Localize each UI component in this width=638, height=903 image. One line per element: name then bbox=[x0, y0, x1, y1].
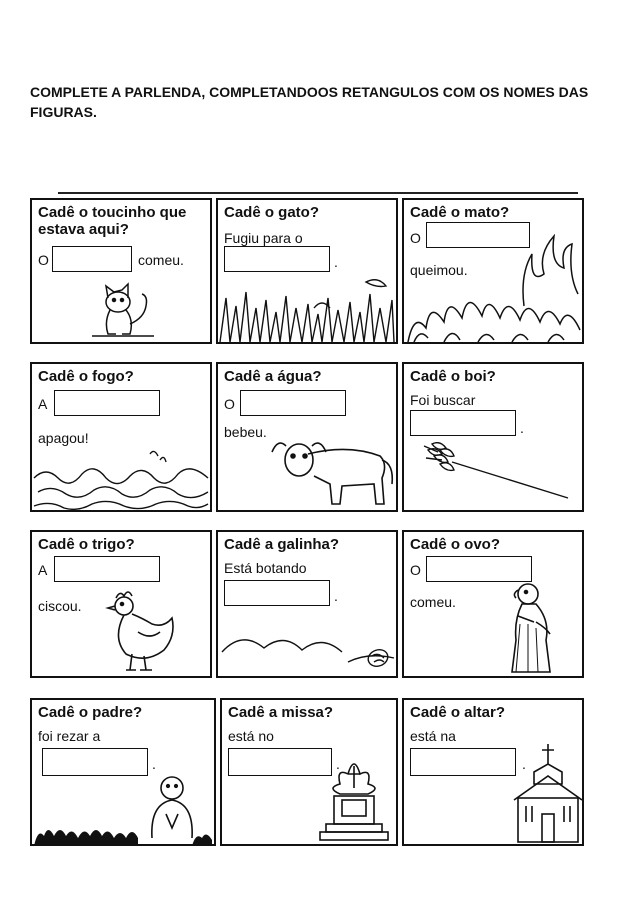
card-before-text: A bbox=[38, 562, 48, 578]
card-before-text: Está botando bbox=[224, 560, 307, 576]
hen-icon bbox=[102, 588, 182, 674]
card-before-text: está na bbox=[410, 728, 456, 744]
card-ovo bbox=[402, 530, 584, 678]
card-padre bbox=[30, 698, 216, 846]
card-question: Cadê a água? bbox=[224, 368, 322, 385]
card-question: Cadê o boi? bbox=[410, 368, 496, 385]
card-question: Cadê o toucinho que estava aqui? bbox=[38, 204, 187, 238]
card-before-text: O bbox=[410, 230, 421, 246]
card-after-text: . bbox=[520, 420, 524, 436]
card-question: Cadê o altar? bbox=[410, 704, 506, 721]
egg-icon bbox=[218, 622, 396, 678]
priest-icon bbox=[506, 580, 576, 676]
card-agua bbox=[216, 362, 398, 512]
card-question: Cadê o trigo? bbox=[38, 536, 135, 553]
altar-icon bbox=[312, 744, 396, 844]
card-after-text: . bbox=[334, 588, 338, 604]
grass-icon bbox=[218, 278, 396, 344]
cat-icon bbox=[88, 278, 158, 340]
answer-box[interactable] bbox=[224, 580, 330, 606]
card-boi bbox=[402, 362, 584, 512]
card-question: Cadê a galinha? bbox=[224, 536, 340, 553]
card-galinha bbox=[216, 530, 398, 678]
answer-box[interactable] bbox=[224, 246, 330, 272]
card-question: Cadê o gato? bbox=[224, 204, 320, 221]
praying-priest-icon bbox=[32, 774, 214, 846]
answer-box[interactable] bbox=[426, 556, 532, 582]
card-question: Cadê o mato? bbox=[410, 204, 510, 221]
card-before-text: A bbox=[38, 396, 48, 412]
ox-icon bbox=[268, 434, 398, 510]
card-after-text: ciscou. bbox=[38, 598, 82, 614]
card-after-text: bebeu. bbox=[224, 424, 267, 440]
answer-box[interactable] bbox=[240, 390, 346, 416]
card-question: Cadê o padre? bbox=[38, 704, 143, 721]
card-mato bbox=[402, 198, 584, 344]
card-question: Cadê a missa? bbox=[228, 704, 334, 721]
answer-box[interactable] bbox=[54, 390, 160, 416]
card-before-text: O bbox=[224, 396, 235, 412]
card-after-text: . bbox=[152, 756, 156, 772]
card-fogo bbox=[30, 362, 212, 512]
answer-box[interactable] bbox=[52, 246, 132, 272]
card-after-text: comeu. bbox=[410, 594, 456, 610]
answer-box[interactable] bbox=[42, 748, 148, 776]
card-after-text: queimou. bbox=[410, 262, 468, 278]
card-before-text: está no bbox=[228, 728, 274, 744]
card-before-text: O bbox=[38, 252, 49, 268]
card-after-text: comeu. bbox=[138, 252, 184, 268]
instructions: COMPLETE A PARLENDA, COMPLETANDOOS RETANGULOS COM OS NOMES DAS FIGURAS. bbox=[30, 84, 589, 120]
card-after-text: . bbox=[334, 254, 338, 270]
card-toucinho bbox=[30, 198, 212, 344]
card-gato bbox=[216, 198, 398, 344]
card-altar bbox=[402, 698, 584, 846]
fire-icon bbox=[404, 234, 582, 344]
wheat-icon bbox=[422, 442, 572, 502]
answer-box[interactable] bbox=[410, 410, 516, 436]
card-after-text: apagou! bbox=[38, 430, 89, 446]
card-before-text: Fugiu para o bbox=[224, 230, 303, 246]
card-question: Cadê o ovo? bbox=[410, 536, 501, 553]
card-trigo bbox=[30, 530, 212, 678]
answer-box[interactable] bbox=[410, 748, 516, 776]
card-before-text: Foi buscar bbox=[410, 392, 476, 408]
divider bbox=[58, 192, 578, 194]
card-missa bbox=[220, 698, 398, 846]
card-after-text: . bbox=[336, 756, 340, 772]
church-icon bbox=[510, 742, 584, 846]
card-after-text: . bbox=[522, 756, 526, 772]
answer-box[interactable] bbox=[54, 556, 160, 582]
card-before-text: foi rezar a bbox=[38, 728, 101, 744]
card-before-text: O bbox=[410, 562, 421, 578]
card-question: Cadê o fogo? bbox=[38, 368, 134, 385]
water-icon bbox=[32, 448, 210, 512]
